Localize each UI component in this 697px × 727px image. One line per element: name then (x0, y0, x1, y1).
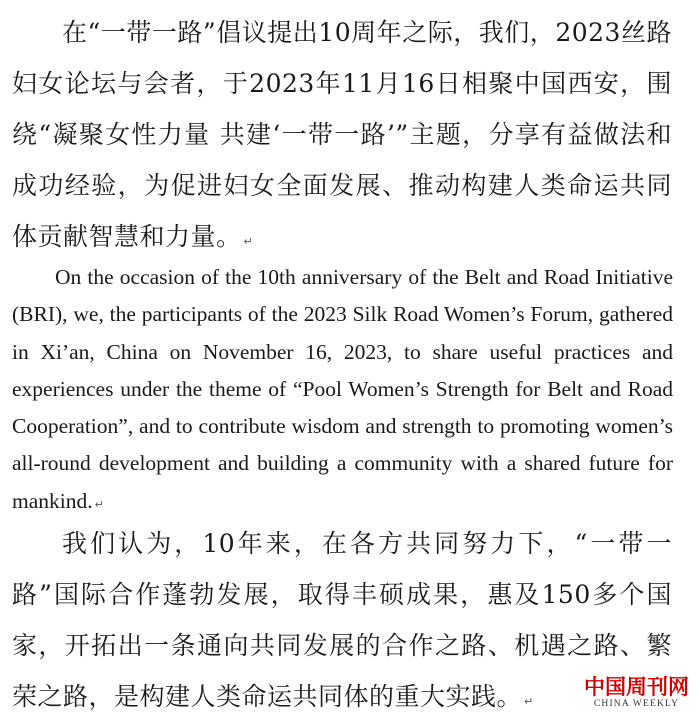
paragraph-chinese-second (12, 518, 672, 727)
watermark-name-cn: 中国周刊网 (584, 674, 689, 699)
paragraph-text: 我们认为，10年来，在各方共同努力下，“一带一路”国际合作蓬勃发展，取得丰硕成果，惠及150多个国家，开拓出一条通向共同发展的合作之路、机遇之路、繁荣之路，是构建人类命运共同体的重大实践。 (12, 529, 672, 711)
watermark-logo (584, 675, 689, 710)
paragraph-mark-icon: ↵ (524, 695, 534, 708)
paragraph-text: On the occasion of the 10th anniversary of the Belt and Road Initiative (BRI), we, the participants of the 2023 Silk Road Women’s Forum, gathered in Xi’an, China on November 16, 2023, to share useful practices and experiences under the theme of “Pool Women’s Strength for Belt and Road Cooperation”, and to contribute wisdom and strength to promoting women’s all-round development and building a community with a shared future for mankind. (12, 265, 673, 513)
watermark-name-en: CHINA WEEKLY (593, 699, 680, 709)
paragraph-mark-icon: ↵ (243, 235, 254, 248)
paragraph-english-intro (12, 259, 673, 523)
paragraph-chinese-intro (12, 7, 672, 267)
paragraph-text: 在“一带一路”倡议提出10周年之际，我们，2023丝路妇女论坛与会者，于2023年11月16日相聚中国西安，围绕“凝聚女性力量 共建‘一带一路’”主题，分享有益做法和成功经验，为促进妇女全面发展、推动构建人类命运共同体贡献智慧和力量。 (12, 18, 672, 251)
paragraph-mark-icon: ↵ (94, 497, 104, 511)
